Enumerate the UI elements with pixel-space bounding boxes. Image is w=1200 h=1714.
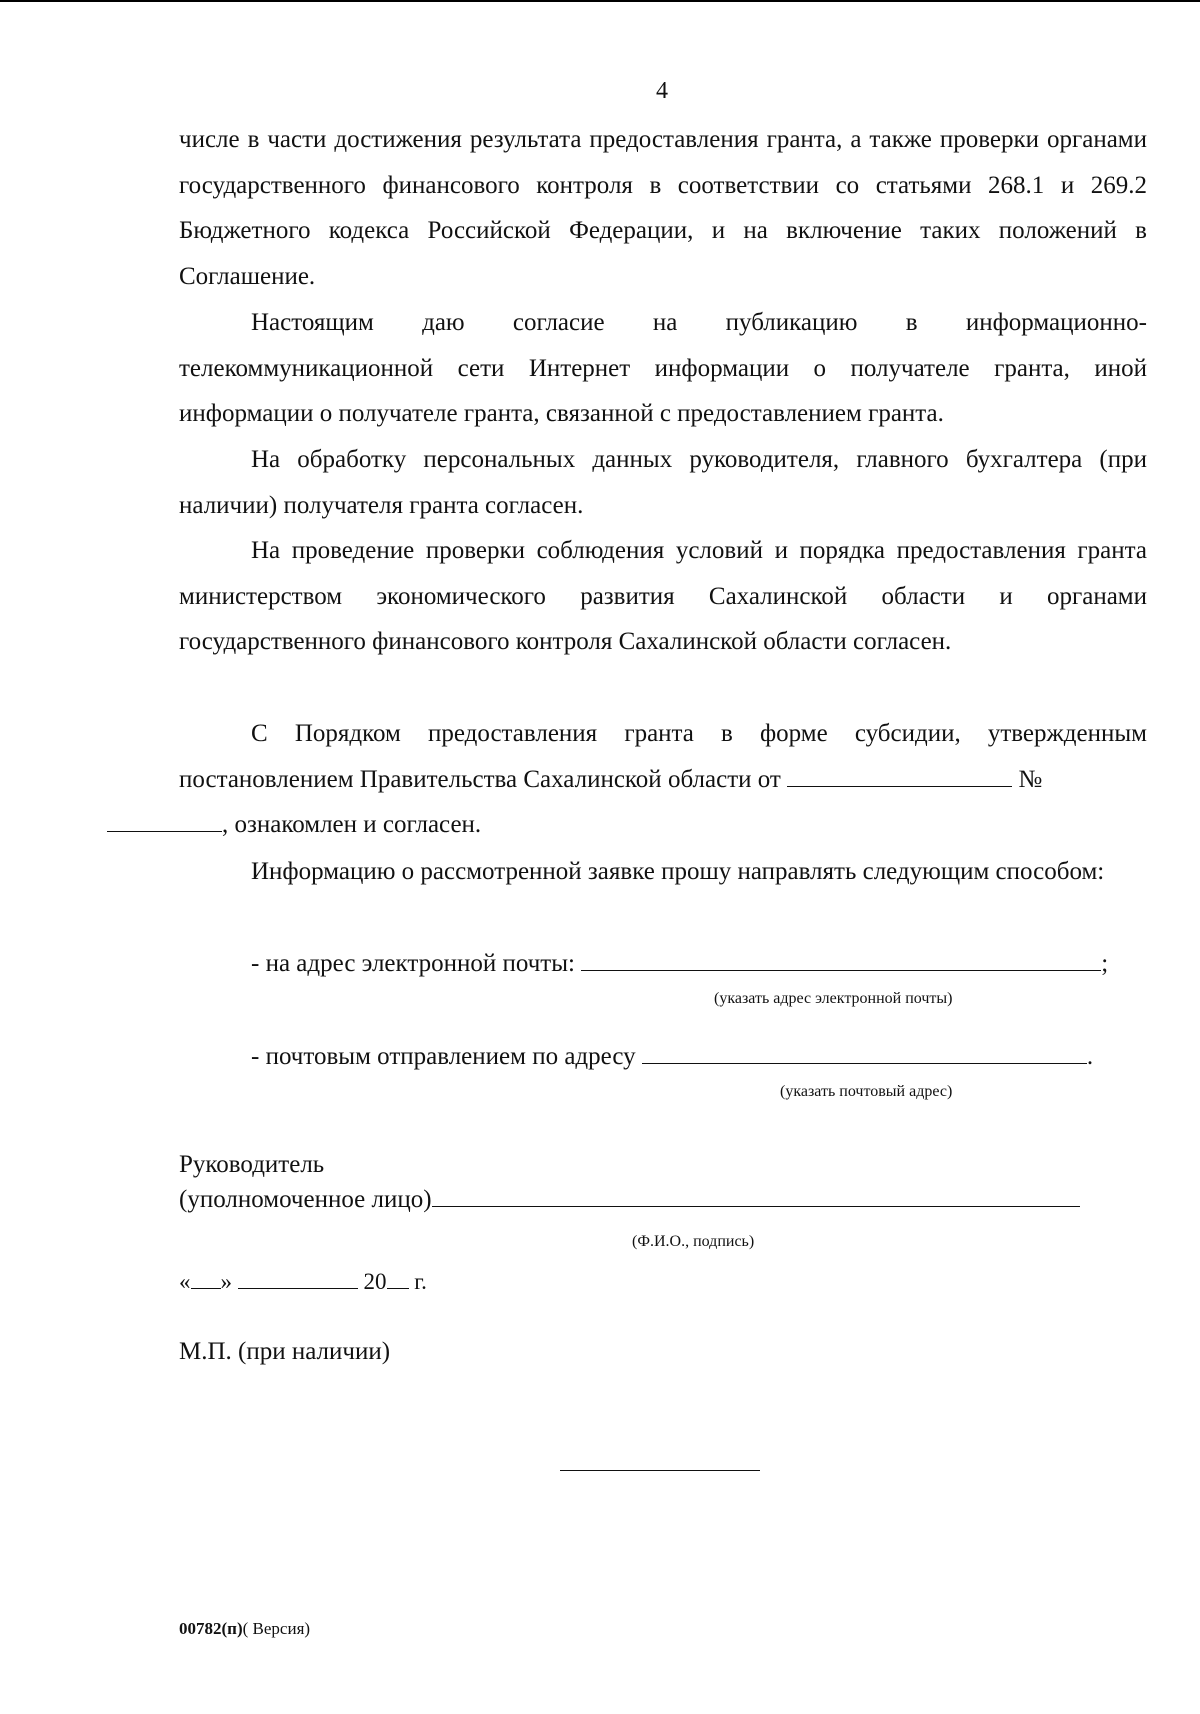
top-border-line	[0, 0, 1200, 2]
email-label: - на адрес электронной почты:	[251, 950, 575, 977]
postal-address-field[interactable]	[642, 1041, 1087, 1064]
year-suffix: г.	[414, 1269, 427, 1294]
date-row	[179, 1266, 427, 1297]
acknowledged-text: , ознакомлен и согласен.	[222, 811, 482, 839]
head-title: Руководитель	[179, 1151, 325, 1178]
document-code: 00782(п)	[179, 1619, 243, 1638]
end-divider	[560, 1470, 760, 1471]
paragraph-continuation: числе в части достижения результата предоставления гранта, а также проверки органами государственного финансового контроля в соответствии со статьями 268.1 и 269.2 Бюджетного кодекса Российской Федерации, и на включение таких положений в Соглашение.	[179, 126, 1147, 290]
postal-end: .	[1086, 1043, 1094, 1070]
email-field[interactable]	[581, 948, 1101, 971]
date-close-quote: »	[220, 1269, 232, 1294]
resolution-number-field[interactable]	[107, 809, 222, 832]
resolution-date-field[interactable]	[787, 764, 1012, 787]
signature-field[interactable]	[432, 1184, 1080, 1207]
postal-row	[251, 1041, 1093, 1072]
month-field[interactable]	[238, 1266, 358, 1289]
date-open-quote: «	[179, 1269, 191, 1294]
head-signature-row	[179, 1184, 1080, 1215]
paragraph-notification-method: Информацию о рассмотренной заявке прошу направлять следующим способом:	[251, 858, 1105, 885]
stamp-label: М.П. (при наличии)	[179, 1338, 391, 1365]
authorized-person-label: (уполномоченное лицо)	[179, 1186, 432, 1213]
year-prefix: 20	[363, 1269, 387, 1294]
day-field[interactable]	[191, 1266, 221, 1289]
page-number: 4	[656, 78, 668, 104]
signature-hint: (Ф.И.О., подпись)	[632, 1233, 755, 1250]
procedure-text: С Порядком предоставления гранта в форме субсидии, утвержденным постановлением Правительства Сахалинской области от	[179, 720, 1147, 793]
paragraph-publication-consent: Настоящим даю согласие на публикацию в информационно-телекоммуникационной сети Интернет информации о получателе гранта, иной информации о получателе гранта, связанной с предоставлением гранта.	[179, 309, 1147, 428]
email-row	[251, 948, 1108, 979]
number-sign: №	[1018, 765, 1043, 793]
document-version: ( Версия)	[242, 1619, 311, 1638]
paragraph-personal-data-consent: На обработку персональных данных руководителя, главного бухгалтера (при наличии) получателя гранта согласен.	[179, 446, 1147, 519]
paragraph-procedure-acknowledgement	[179, 711, 1147, 848]
email-hint: (указать адрес электронной почты)	[714, 990, 953, 1007]
paragraph-inspection-consent: На проведение проверки соблюдения условий и порядка предоставления гранта министерством экономического развития Сахалинской области и органами государственного финансового контроля Сахалинской области согласен.	[179, 537, 1147, 656]
document-footer	[179, 1619, 310, 1639]
email-end: ;	[1101, 950, 1109, 977]
postal-hint: (указать почтовый адрес)	[780, 1083, 953, 1100]
postal-label: - почтовым отправлением по адресу	[251, 1043, 636, 1070]
year-field[interactable]	[387, 1266, 409, 1289]
